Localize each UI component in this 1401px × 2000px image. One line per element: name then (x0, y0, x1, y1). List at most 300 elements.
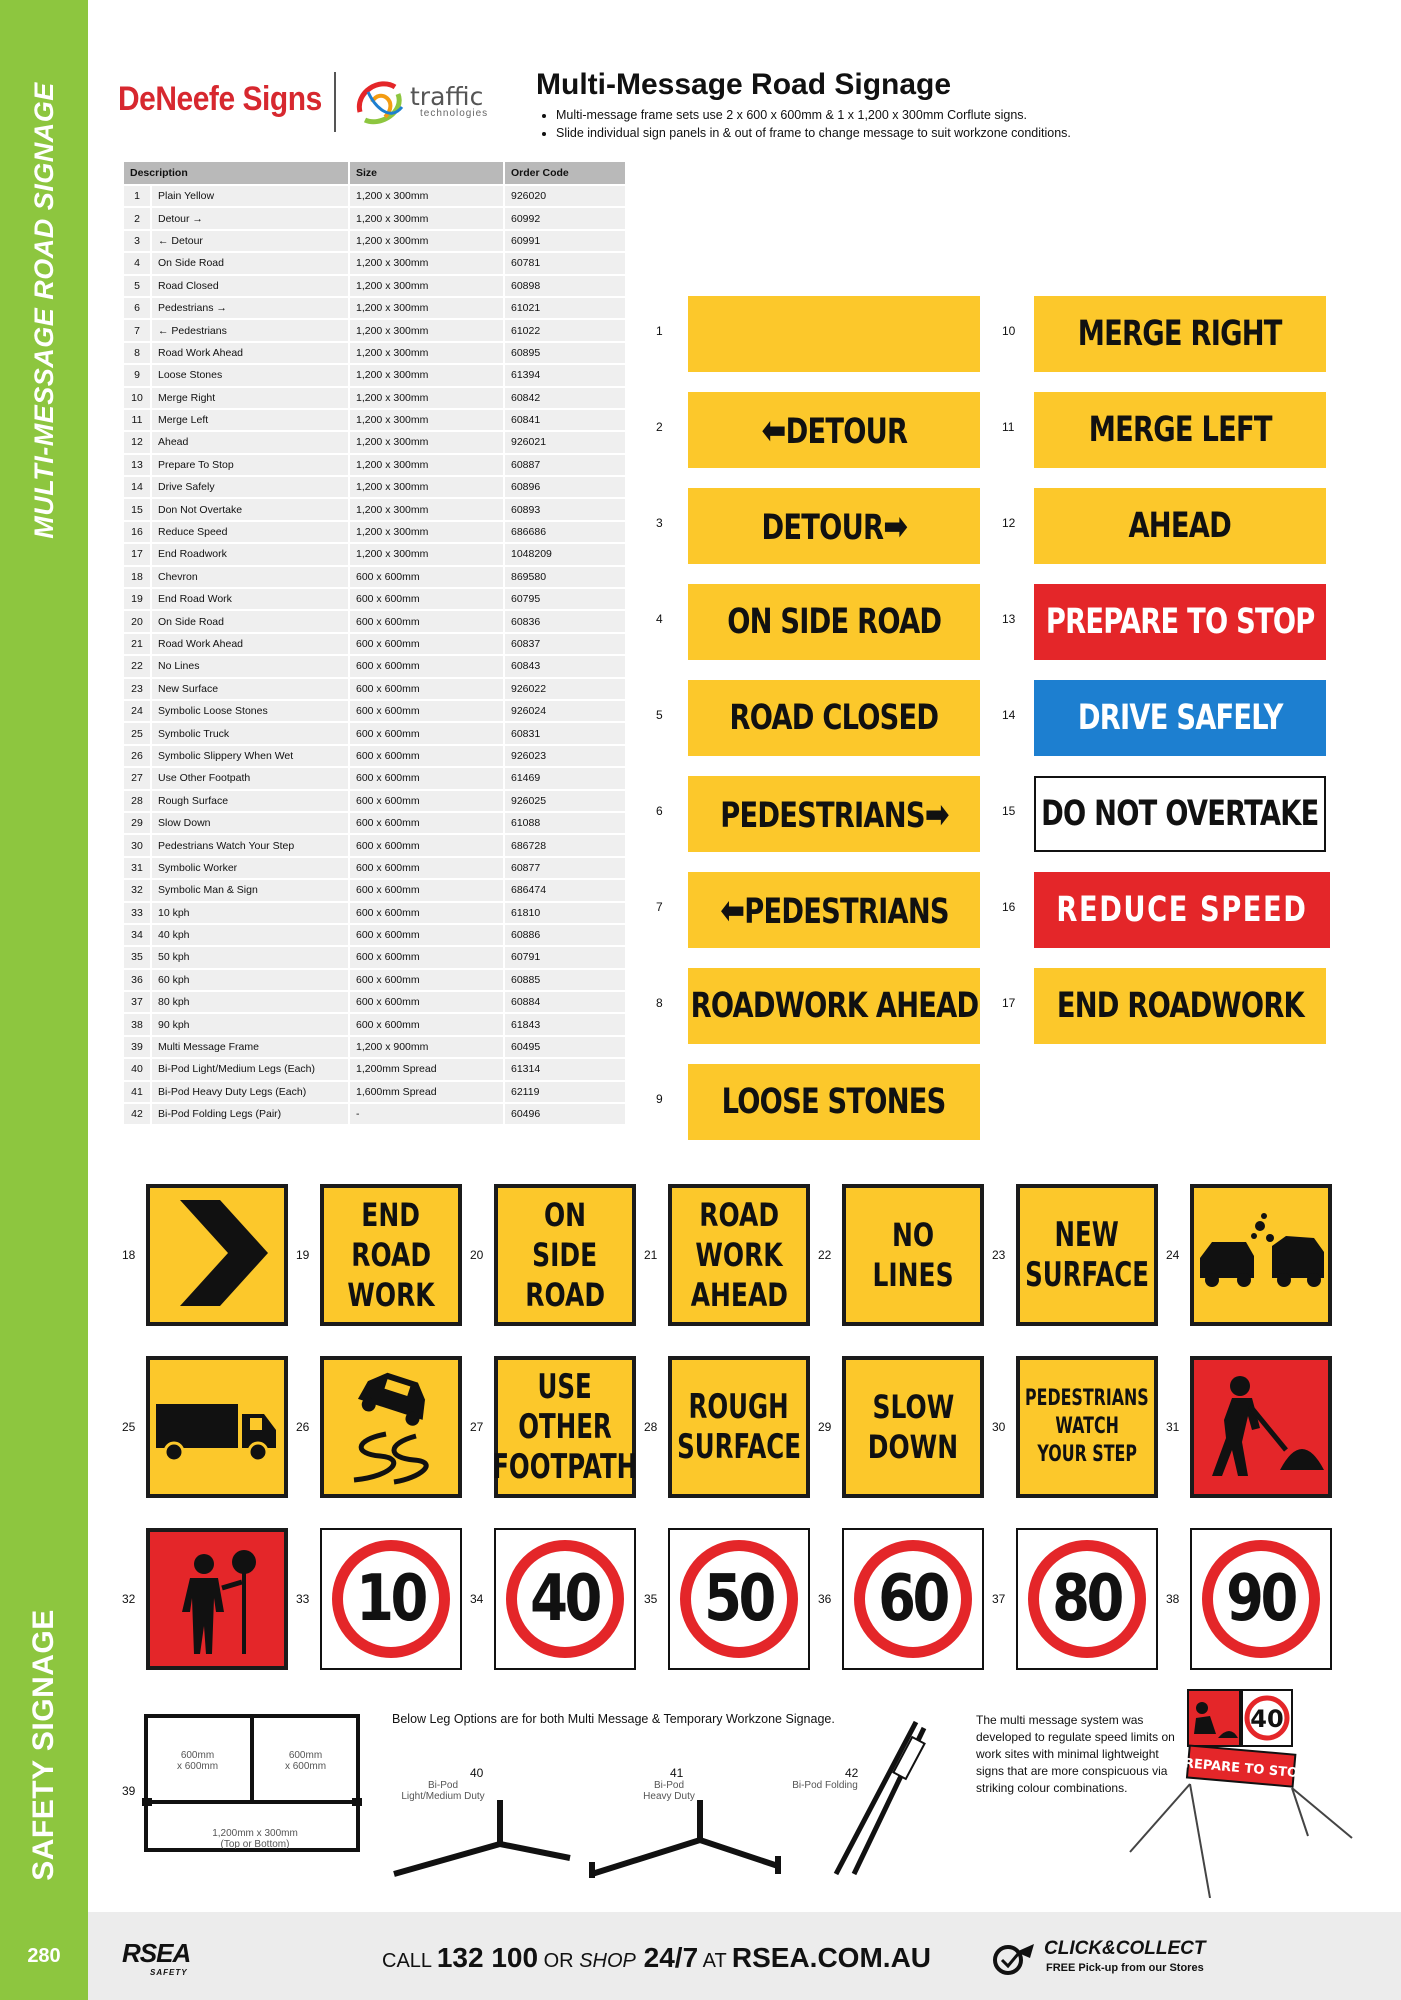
table-row (123, 543, 626, 565)
panel-number: 15 (1002, 804, 1016, 818)
leg-42-label: Bi-Pod Folding (792, 1780, 858, 1791)
speed-limit-ring (332, 1540, 450, 1658)
row-number: 14 (123, 476, 151, 498)
row-number: 35 (123, 946, 151, 968)
row-description: Symbolic Worker (151, 857, 349, 879)
leg-41-number: 41 (670, 1766, 684, 1780)
sign-text (677, 1195, 802, 1315)
row-description: Symbolic Slippery When Wet (151, 745, 349, 767)
row-number: 6 (123, 297, 151, 319)
panel-number: 5 (656, 708, 663, 722)
row-description: Ahead (151, 431, 349, 453)
panel-sign (688, 680, 980, 756)
sign-line: SLOW (872, 1388, 954, 1426)
arrow-right-icon: ➡ (924, 792, 949, 836)
table-row (123, 1036, 626, 1058)
sign-line: WORK (695, 1236, 783, 1274)
symbolic-sign (1190, 1356, 1332, 1498)
panel-number: 1 (656, 324, 663, 338)
row-order-code: 61021 (504, 297, 626, 319)
panel-text: PEDESTRIANS (719, 796, 925, 836)
photo-speed-value: 40 (1250, 1705, 1284, 1733)
text-sign (1016, 1356, 1158, 1498)
leg-42-number: 42 (845, 1766, 859, 1780)
table-row (123, 969, 626, 991)
table-row (123, 1058, 626, 1080)
side-category-label: MULTI-MESSAGE ROAD SIGNAGE (28, 81, 59, 539)
sign-line: ROUGH (688, 1387, 790, 1427)
row-order-code: 60896 (504, 476, 626, 498)
row-order-code: 60884 (504, 991, 626, 1013)
panel-text: DO NOT OVERTAKE (1041, 794, 1319, 834)
speed-limit-sign (1016, 1528, 1158, 1670)
panel-number: 7 (656, 900, 663, 914)
shop-text: SHOP (579, 1950, 636, 1972)
intro-bullet: • Multi-message frame sets use 2 x 600 x 600mm & 1 x 1,200 x 300mm Corflute signs. (556, 106, 1071, 124)
sign-text (464, 1367, 665, 1487)
panel-sign (688, 392, 980, 468)
panel-number: 2 (656, 420, 663, 434)
speed-value: 50 (704, 1562, 774, 1636)
sign-line: PEDESTRIANS (1025, 1386, 1149, 1411)
product-spec-table (122, 160, 627, 1126)
table-row (123, 319, 626, 341)
text-sign (320, 1184, 462, 1326)
square-sign-number: 33 (296, 1592, 310, 1606)
panel-sign (1034, 488, 1326, 564)
row-size: 1,200 x 300mm (349, 275, 504, 297)
square-sign-number: 32 (122, 1592, 136, 1606)
panel-number: 17 (1002, 996, 1016, 1010)
intro-bullet: • Slide individual sign panels in & out of frame to change message to suit workzone conditions. (556, 124, 1071, 142)
row-size: 600 x 600mm (349, 678, 504, 700)
table-row (123, 700, 626, 722)
row-order-code: 61088 (504, 812, 626, 834)
square-sign-number: 30 (992, 1420, 1006, 1434)
bipod-light-legs-icon (390, 1800, 580, 1880)
row-number: 16 (123, 521, 151, 543)
row-description: 40 kph (151, 924, 349, 946)
row-size: 600 x 600mm (349, 969, 504, 991)
row-description: Slow Down (151, 812, 349, 834)
row-order-code: 869580 (504, 566, 626, 588)
row-order-code: 686686 (504, 521, 626, 543)
panel-number: 9 (656, 1092, 663, 1106)
sign-line: WORK (347, 1276, 435, 1314)
sign-line: ON (543, 1196, 587, 1234)
speed-limit-ring (1202, 1540, 1320, 1658)
row-order-code: 61469 (504, 767, 626, 789)
table-header-row (123, 161, 626, 185)
click-collect-subtitle: FREE Pick-up from our Stores (1046, 1962, 1204, 1974)
table-body (123, 185, 626, 1125)
square-sign-number: 24 (1166, 1248, 1180, 1262)
panel-text: END ROADWORK (1056, 986, 1304, 1026)
row-description: No Lines (151, 655, 349, 677)
row-size: 1,200 x 300mm (349, 297, 504, 319)
sign-line: ROAD (699, 1196, 779, 1234)
speed-value: 10 (356, 1562, 426, 1636)
speed-value: 60 (878, 1562, 948, 1636)
row-number: 15 (123, 498, 151, 520)
row-order-code: 60991 (504, 230, 626, 252)
table-row (123, 812, 626, 834)
panel-text: PREPARE TO STOP (1045, 602, 1315, 642)
sign-line: ROAD (351, 1236, 431, 1274)
speed-value: 80 (1052, 1562, 1122, 1636)
row-number: 9 (123, 364, 151, 386)
sign-line: SURFACE (1025, 1255, 1149, 1295)
row-order-code: 60877 (504, 857, 626, 879)
text-sign (842, 1356, 984, 1498)
panel-sign (1034, 584, 1326, 660)
panel-sign (688, 872, 980, 948)
row-number: 18 (123, 566, 151, 588)
row-order-code: 60886 (504, 924, 626, 946)
speed-value: 90 (1226, 1562, 1296, 1636)
row-number: 4 (123, 252, 151, 274)
text-sign (494, 1356, 636, 1498)
row-description: Plain Yellow (151, 185, 349, 207)
intro-bullets (556, 106, 1071, 142)
row-size: 1,600mm Spread (349, 1081, 504, 1103)
panel-number: 16 (1002, 900, 1016, 914)
panel-number: 11 (1002, 420, 1015, 434)
table-row (123, 857, 626, 879)
arrow-left-icon: ⬅ (719, 888, 744, 932)
row-number: 7 (123, 319, 151, 341)
frame-description: The multi message system was developed to regulate speed limits on work sites with minimal lightweight signs that are more conspicuous via striking colour combinations. (976, 1713, 1175, 1795)
row-order-code: 926023 (504, 745, 626, 767)
text-sign (1016, 1184, 1158, 1326)
sign-line: FOOTPATH (492, 1447, 638, 1487)
speed-limit-sign (320, 1528, 462, 1670)
sign-text (855, 1387, 971, 1467)
footer-bar (0, 1912, 1401, 2000)
row-description: End Roadwork (151, 543, 349, 565)
rsea-logo: RSEA (122, 1938, 191, 1968)
leg-40-label: Bi-Pod Light/Medium Duty (401, 1780, 485, 1802)
square-sign-number: 27 (470, 1420, 484, 1434)
panel-sign (1034, 392, 1326, 468)
bipod-heavy-duty-legs-icon (588, 1800, 788, 1880)
sign-line: USE (537, 1367, 593, 1407)
table-row (123, 588, 626, 610)
row-description: New Surface (151, 678, 349, 700)
row-number: 42 (123, 1103, 151, 1125)
table-row (123, 185, 626, 207)
rsea-logo-subtext: SAFETY (150, 1968, 188, 1977)
click-collect-icon (990, 1940, 1040, 1976)
panel-sign (688, 488, 980, 564)
traffic-technologies-subtext: technologies (420, 108, 489, 119)
table-row (123, 902, 626, 924)
row-number: 38 (123, 1013, 151, 1035)
table-row (123, 678, 626, 700)
square-sign-number: 18 (122, 1248, 136, 1262)
speed-limit-sign (494, 1528, 636, 1670)
row-number: 13 (123, 454, 151, 476)
panel-text: ON SIDE ROAD (726, 602, 942, 642)
phone-number[interactable]: 132 100 (436, 1942, 539, 1973)
table-row (123, 946, 626, 968)
header-size: Size (349, 161, 504, 185)
row-size: 1,200 x 300mm (349, 476, 504, 498)
sign-line: LINES (872, 1256, 954, 1294)
text-sign (668, 1356, 810, 1498)
chevron-icon (150, 1186, 284, 1324)
row-number: 41 (123, 1081, 151, 1103)
row-order-code: 926024 (504, 700, 626, 722)
panel-sign (1034, 680, 1326, 756)
square-sign-number: 25 (122, 1420, 136, 1434)
truck-icon (150, 1358, 284, 1496)
table-row (123, 252, 626, 274)
table-row (123, 1081, 626, 1103)
row-number: 31 (123, 857, 151, 879)
sign-text (1001, 1215, 1173, 1295)
row-order-code: 60495 (504, 1036, 626, 1058)
row-number: 3 (123, 230, 151, 252)
row-number: 5 (123, 275, 151, 297)
row-size: 600 x 600mm (349, 767, 504, 789)
panel-sign (1034, 968, 1326, 1044)
panel-sign (1034, 296, 1326, 372)
row-order-code: 926021 (504, 431, 626, 453)
row-size: 600 x 600mm (349, 745, 504, 767)
sign-line: AHEAD (690, 1276, 788, 1314)
row-number: 28 (123, 790, 151, 812)
row-size: 1,200 x 300mm (349, 543, 504, 565)
table-row (123, 879, 626, 901)
frame-item-number: 39 (122, 1784, 136, 1798)
row-number: 29 (123, 812, 151, 834)
row-order-code: 1048209 (504, 543, 626, 565)
panel-sign (1034, 776, 1326, 852)
row-description: Symbolic Man & Sign (151, 879, 349, 901)
row-size: 600 x 600mm (349, 924, 504, 946)
row-order-code: 60843 (504, 655, 626, 677)
panel-text: AHEAD (1128, 506, 1232, 546)
row-description: Symbolic Loose Stones (151, 700, 349, 722)
row-size: 600 x 600mm (349, 722, 504, 744)
sign-line: YOUR STEP (1037, 1442, 1137, 1467)
row-size: 600 x 600mm (349, 633, 504, 655)
hours-text: 24/7 (635, 1942, 699, 1973)
table-row (123, 342, 626, 364)
sign-line: NO (891, 1216, 935, 1254)
row-order-code: 60837 (504, 633, 626, 655)
frame-bottom-label: 1,200mm x 300mm (Top or Bottom) (212, 1828, 298, 1850)
row-order-code: 61843 (504, 1013, 626, 1035)
symbolic-sign (320, 1356, 462, 1498)
row-description: 80 kph (151, 991, 349, 1013)
square-sign-number: 29 (818, 1420, 832, 1434)
row-order-code: 60781 (504, 252, 626, 274)
panel-number: 8 (656, 996, 663, 1010)
row-number: 11 (123, 409, 151, 431)
panel-number: 4 (656, 612, 663, 626)
square-sign-number: 26 (296, 1420, 310, 1434)
frame-right-label: 600mm x 600mm (284, 1750, 327, 1772)
panel-text: DRIVE SAFELY (1077, 698, 1283, 738)
sign-line: SURFACE (677, 1427, 801, 1467)
sign-text (335, 1195, 447, 1315)
panel-sign (688, 968, 980, 1044)
row-size: 600 x 600mm (349, 1013, 504, 1035)
row-number: 23 (123, 678, 151, 700)
square-sign-number: 22 (818, 1248, 832, 1262)
table-row (123, 566, 626, 588)
panel-text: ROADWORK AHEAD (690, 986, 978, 1026)
row-order-code: 60791 (504, 946, 626, 968)
row-number: 8 (123, 342, 151, 364)
row-description: Bi-Pod Heavy Duty Legs (Each) (151, 1081, 349, 1103)
loose-stones-icon (1194, 1186, 1328, 1324)
square-sign-number: 23 (992, 1248, 1006, 1262)
row-description: Detour → (151, 207, 349, 229)
row-order-code: 60841 (504, 409, 626, 431)
panel-text: LOOSE STONES (722, 1082, 946, 1122)
row-size: 600 x 600mm (349, 790, 504, 812)
side-section-label: SAFETY SIGNAGE (27, 1609, 60, 1881)
square-sign-number: 35 (644, 1592, 658, 1606)
row-order-code: 60795 (504, 588, 626, 610)
row-description: Drive Safely (151, 476, 349, 498)
row-number: 20 (123, 610, 151, 632)
row-order-code: 60895 (504, 342, 626, 364)
row-order-code: 60885 (504, 969, 626, 991)
panel-text: DETOUR (761, 508, 883, 548)
panel-sign (688, 1064, 980, 1140)
row-description: Pedestrians Watch Your Step (151, 834, 349, 856)
sign-text (653, 1387, 825, 1467)
row-number: 2 (123, 207, 151, 229)
sign-text (1001, 1385, 1173, 1469)
table-row (123, 1013, 626, 1035)
row-number: 17 (123, 543, 151, 565)
or-text: OR (538, 1950, 580, 1972)
text-sign (668, 1184, 810, 1326)
row-description: Multi Message Frame (151, 1036, 349, 1058)
sign-text (861, 1215, 965, 1295)
table-row (123, 454, 626, 476)
table-row (123, 297, 626, 319)
row-description: Prepare To Stop (151, 454, 349, 476)
row-description: 50 kph (151, 946, 349, 968)
row-description: 90 kph (151, 1013, 349, 1035)
panel-sign (688, 584, 980, 660)
row-description: Loose Stones (151, 364, 349, 386)
text-sign (494, 1184, 636, 1326)
row-size: 1,200 x 300mm (349, 185, 504, 207)
panel-number: 13 (1002, 612, 1016, 626)
table-row (123, 834, 626, 856)
row-order-code: 61810 (504, 902, 626, 924)
row-size: 1,200 x 300mm (349, 364, 504, 386)
row-description: Road Closed (151, 275, 349, 297)
row-description: End Road Work (151, 588, 349, 610)
square-sign-number: 34 (470, 1592, 484, 1606)
table-row (123, 364, 626, 386)
row-size: 1,200 x 300mm (349, 342, 504, 364)
row-description: 60 kph (151, 969, 349, 991)
speed-limit-ring (680, 1540, 798, 1658)
row-order-code: 60496 (504, 1103, 626, 1125)
leg-40-number: 40 (470, 1766, 484, 1780)
row-number: 37 (123, 991, 151, 1013)
row-number: 22 (123, 655, 151, 677)
row-description: Don Not Overtake (151, 498, 349, 520)
row-order-code: 60893 (504, 498, 626, 520)
row-number: 21 (123, 633, 151, 655)
square-sign-number: 20 (470, 1248, 484, 1262)
table-row (123, 387, 626, 409)
row-description: Road Work Ahead (151, 633, 349, 655)
row-number: 10 (123, 387, 151, 409)
square-sign-number: 19 (296, 1248, 310, 1262)
table-row (123, 476, 626, 498)
table-row (123, 230, 626, 252)
row-order-code: 60842 (504, 387, 626, 409)
row-order-code: 60887 (504, 454, 626, 476)
table-row (123, 924, 626, 946)
row-size: - (349, 1103, 504, 1125)
worker-icon (1194, 1358, 1328, 1496)
row-order-code: 61022 (504, 319, 626, 341)
speed-value: 40 (530, 1562, 600, 1636)
panel-text: MERGE LEFT (1088, 410, 1272, 450)
row-description: Use Other Footpath (151, 767, 349, 789)
row-order-code: 62119 (504, 1081, 626, 1103)
row-order-code: 60992 (504, 207, 626, 229)
speed-limit-sign (842, 1528, 984, 1670)
traffic-technologies-logo: traffic (410, 82, 484, 111)
table-row (123, 745, 626, 767)
row-description: Merge Right (151, 387, 349, 409)
row-order-code: 686728 (504, 834, 626, 856)
header-description: Description (123, 161, 349, 185)
row-number: 26 (123, 745, 151, 767)
table-row (123, 991, 626, 1013)
row-order-code: 61394 (504, 364, 626, 386)
speed-limit-sign (668, 1528, 810, 1670)
row-size: 600 x 600mm (349, 700, 504, 722)
table-row (123, 498, 626, 520)
sign-line: OTHER (518, 1407, 612, 1447)
speed-limit-ring (854, 1540, 972, 1658)
frame-left-label: 600mm x 600mm (176, 1750, 219, 1772)
panel-number: 14 (1002, 708, 1016, 722)
row-number: 34 (123, 924, 151, 946)
legs-note: Below Leg Options are for both Multi Message & Temporary Workzone Signage. (392, 1712, 835, 1726)
panel-number: 12 (1002, 516, 1016, 530)
table-row (123, 431, 626, 453)
website-link[interactable]: RSEA.COM.AU (731, 1942, 932, 1973)
speed-limit-sign (1190, 1528, 1332, 1670)
row-order-code: 926022 (504, 678, 626, 700)
arrow-left-icon: ⬅ (761, 408, 786, 452)
symbolic-sign (146, 1356, 288, 1498)
bipod-folding-legs-icon (820, 1718, 930, 1878)
table-row (123, 722, 626, 744)
deneefe-signs-logo: DeNeefe Signs (118, 80, 322, 118)
row-description: Rough Surface (151, 790, 349, 812)
header-order-code: Order Code (504, 161, 626, 185)
row-size: 600 x 600mm (349, 902, 504, 924)
row-number: 19 (123, 588, 151, 610)
table-row (123, 207, 626, 229)
